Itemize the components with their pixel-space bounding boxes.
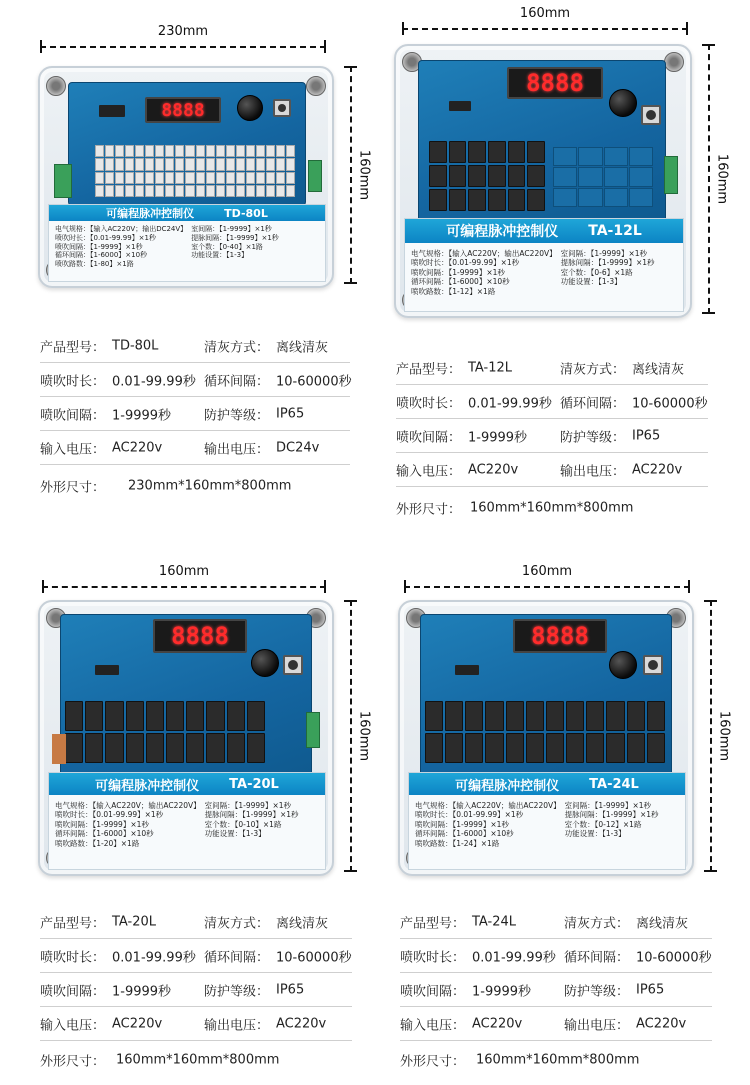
circuit-board	[68, 82, 306, 206]
label-banner	[409, 773, 685, 795]
spec-line: 电气规格：【输入AC220V；输出DC24V】	[55, 225, 188, 233]
spec-key: 清灰方式：	[204, 916, 270, 932]
label-specs	[415, 801, 681, 848]
spec-line: 室个数：【0-12】×1路	[564, 819, 642, 829]
spec-key: 产品型号：	[396, 362, 462, 378]
spec-line: 喷吹路数：【1-80】×1路	[55, 260, 134, 268]
spec-value: 160mm*160mm*800mm	[476, 1052, 640, 1068]
label-specs	[411, 249, 679, 296]
spec-line: 功能设置：【1-3】	[204, 829, 266, 839]
spec-value: 230mm*160mm*800mm	[128, 478, 292, 494]
spec-value: 0.01-99.99秒	[112, 950, 196, 966]
spec-key: 防护等级：	[204, 408, 270, 424]
enclosure	[38, 66, 334, 288]
spec-line: 提脉间隔：【1-9999】×1秒	[560, 258, 655, 268]
spec-value: 10-60000秒	[632, 396, 708, 412]
table-row	[40, 974, 352, 1007]
spec-value: TD-80L	[112, 338, 159, 354]
table-row	[40, 364, 350, 397]
spec-line: 循环间隔：【1-6000】×10秒	[55, 251, 148, 260]
signal-terminal	[308, 160, 322, 192]
spec-key: 喷吹间隔：	[400, 984, 466, 1000]
spec-key: 输出电压：	[560, 464, 626, 480]
spec-value: DC24v	[276, 440, 320, 456]
spec-value: AC220v	[276, 1016, 327, 1032]
spec-value: IP65	[636, 982, 665, 998]
spec-value: 10-60000秒	[276, 374, 352, 390]
spec-value: 离线清灰	[276, 340, 329, 356]
circuit-board	[418, 60, 666, 222]
table-row	[40, 330, 350, 363]
banner-title: 可编程脉冲控制仪	[95, 778, 200, 794]
spec-value: 0.01-99.99秒	[472, 950, 556, 966]
product-label	[48, 204, 326, 282]
spec-line: 室个数：【0-10】×1路	[204, 819, 282, 829]
power-terminal	[54, 164, 72, 198]
table-row	[396, 454, 708, 487]
width-dimension	[404, 564, 690, 594]
spec-value: AC220v	[632, 462, 683, 478]
led-display	[153, 619, 247, 653]
spec-key: 循环间隔：	[560, 396, 626, 412]
spec-line: 循环间隔：【1-6000】×10秒	[415, 829, 514, 839]
label-banner	[49, 773, 325, 795]
spec-line: 功能设置：【1-3】	[564, 829, 626, 839]
height-label: 160mm	[716, 710, 732, 762]
spec-line: 室间隔：【1-9999】×1秒	[191, 225, 272, 233]
spec-value: AC220v	[112, 440, 163, 456]
led-display	[513, 619, 607, 653]
label-banner	[49, 205, 325, 221]
banner-model: TD-80L	[224, 206, 268, 220]
spec-key: 清灰方式：	[204, 340, 270, 356]
spec-line: 喷吹时长：【0.01-99.99】×1秒	[411, 258, 520, 268]
set-button[interactable]	[283, 655, 303, 675]
banner-model: TA-12L	[588, 223, 642, 239]
spec-key: 输出电压：	[204, 1018, 270, 1034]
table-row	[400, 974, 712, 1007]
enclosure	[394, 44, 692, 318]
spec-key: 产品型号：	[400, 916, 466, 932]
set-button[interactable]	[273, 99, 291, 117]
label-specs	[55, 801, 321, 848]
spec-key: 喷吹时长：	[400, 950, 466, 966]
spec-value: 1-9999秒	[468, 430, 528, 446]
spec-line: 喷吹路数：【1-12】×1路	[411, 286, 496, 296]
product-label	[404, 218, 684, 312]
enclosure	[38, 600, 334, 876]
table-row	[396, 420, 708, 453]
spec-value: IP65	[276, 982, 305, 998]
banner-model: TA-20L	[229, 776, 279, 792]
enclosure	[398, 600, 694, 876]
led-display	[145, 97, 221, 123]
table-row	[400, 940, 712, 973]
spec-key: 喷吹时长：	[40, 374, 106, 390]
banner-title: 可编程脉冲控制仪	[455, 778, 560, 794]
spec-line: 电气规格：【输入AC220V；输出AC220V】	[411, 249, 557, 258]
spec-line: 室间隔：【1-9999】×1秒	[560, 249, 647, 258]
spec-value: 离线清灰	[636, 916, 689, 932]
spec-value: TA-24L	[472, 914, 517, 930]
table-row	[40, 940, 352, 973]
table-row	[40, 1008, 352, 1041]
table-row	[400, 1008, 712, 1041]
spec-key: 清灰方式：	[560, 362, 626, 378]
spec-key: 喷吹时长：	[40, 950, 106, 966]
ic-chip	[99, 105, 125, 117]
spec-value: 10-60000秒	[636, 950, 712, 966]
screw-icon	[664, 52, 684, 72]
spec-value: 1-9999秒	[472, 984, 532, 1000]
fuse-block	[553, 147, 653, 207]
spec-line: 提脉间隔：【1-9999】×1秒	[191, 233, 279, 242]
spec-key: 喷吹间隔：	[40, 984, 106, 1000]
spec-line: 喷吹路数：【1-24】×1路	[415, 838, 500, 848]
relay-bank	[425, 701, 665, 763]
width-dimension	[40, 24, 326, 54]
height-label: 160mm	[714, 153, 730, 205]
width-dimension	[42, 564, 326, 594]
spec-key: 外形尺寸：	[400, 1054, 466, 1070]
spec-line: 喷吹路数：【1-20】×1路	[55, 838, 140, 848]
table-row	[396, 492, 708, 524]
spec-key: 喷吹间隔：	[396, 430, 462, 446]
spec-key: 防护等级：	[204, 984, 270, 1000]
display-digits: 8888	[171, 622, 229, 650]
spec-value: 1-9999秒	[112, 984, 172, 1000]
rotary-knob[interactable]	[609, 89, 637, 117]
table-row	[40, 470, 350, 502]
spec-line: 喷吹间隔：【1-9999】×1秒	[415, 819, 509, 829]
table-row	[400, 906, 712, 939]
width-dimension	[402, 6, 688, 36]
spec-value: AC220v	[112, 1016, 163, 1032]
spec-line: 功能设置：【1-3】	[560, 277, 622, 287]
width-label: 160mm	[519, 6, 571, 21]
spec-line: 室间隔：【1-9999】×1秒	[564, 801, 651, 810]
width-label: 160mm	[158, 564, 210, 579]
height-dimension	[698, 44, 730, 314]
spec-value: IP65	[632, 428, 661, 444]
spec-key: 输入电压：	[40, 1018, 106, 1034]
set-button[interactable]	[641, 105, 661, 125]
spec-key: 喷吹间隔：	[40, 408, 106, 424]
spec-value: 160mm*160mm*800mm	[470, 500, 634, 516]
spec-value: TA-20L	[112, 914, 157, 930]
spec-line: 电气规格：【输入AC220V；输出AC220V】	[55, 801, 201, 810]
spec-value: AC220v	[468, 462, 519, 478]
spec-key: 输出电压：	[564, 1018, 630, 1034]
rotary-knob[interactable]	[237, 95, 263, 121]
spec-line: 室个数：【0-40】×1路	[191, 242, 263, 251]
spec-key: 循环间隔：	[564, 950, 630, 966]
screw-icon	[306, 76, 326, 96]
spec-value: 160mm*160mm*800mm	[116, 1052, 280, 1068]
spec-key: 循环间隔：	[204, 374, 270, 390]
display-digits: 8888	[531, 622, 589, 650]
spec-value: 离线清灰	[632, 362, 685, 378]
spec-key: 外形尺寸：	[40, 480, 106, 496]
spec-value: AC220v	[472, 1016, 523, 1032]
rotary-knob[interactable]	[609, 651, 637, 679]
led-display	[507, 67, 603, 99]
spec-key: 防护等级：	[560, 430, 626, 446]
spec-key: 产品型号：	[40, 340, 106, 356]
spec-line: 喷吹间隔：【1-9999】×1秒	[55, 819, 149, 829]
output-terminal-strip	[95, 145, 295, 197]
spec-value: IP65	[276, 406, 305, 422]
table-row	[40, 432, 350, 465]
spec-line: 喷吹时长：【0.01-99.99】×1秒	[415, 810, 524, 820]
spec-key: 喷吹时长：	[396, 396, 462, 412]
spec-line: 喷吹时长：【0.01-99.99】×1秒	[55, 810, 164, 820]
ic-chip	[449, 101, 471, 111]
spec-line: 室个数：【0-6】×1路	[560, 267, 633, 277]
spec-key: 输出电压：	[204, 442, 270, 458]
spec-value: 离线清灰	[276, 916, 329, 932]
width-label: 230mm	[157, 24, 209, 39]
ic-chip	[95, 665, 119, 675]
spec-line: 循环间隔：【1-6000】×10秒	[55, 829, 154, 839]
spec-key: 输入电压：	[40, 442, 106, 458]
display-digits: 8888	[161, 99, 205, 121]
rotary-knob[interactable]	[251, 649, 279, 677]
banner-model: TA-24L	[589, 776, 639, 792]
relay-bank	[65, 701, 265, 763]
signal-terminal	[664, 156, 678, 194]
height-dimension	[340, 66, 372, 284]
spec-key: 输入电压：	[396, 464, 462, 480]
spec-line: 喷吹时长：【0.01-99.99】×1秒	[55, 233, 156, 242]
spec-line: 喷吹间隔：【1-9999】×1秒	[411, 267, 505, 277]
height-dimension	[340, 600, 372, 872]
set-button[interactable]	[643, 655, 663, 675]
spec-key: 防护等级：	[564, 984, 630, 1000]
spec-line: 功能设置：【1-3】	[191, 251, 249, 260]
label-banner	[405, 219, 683, 243]
spec-value: TA-12L	[468, 360, 513, 376]
product-label	[48, 772, 326, 870]
label-specs	[55, 225, 321, 269]
height-label: 160mm	[356, 149, 372, 201]
spec-line: 室间隔：【1-9999】×1秒	[204, 801, 291, 810]
spec-key: 输入电压：	[400, 1018, 466, 1034]
banner-title: 可编程脉冲控制仪	[446, 224, 559, 240]
spec-value: 1-9999秒	[112, 408, 172, 424]
signal-terminal	[306, 712, 320, 748]
power-terminal	[52, 734, 66, 764]
spec-line: 循环间隔：【1-6000】×10秒	[411, 277, 510, 287]
spec-value: AC220v	[636, 1016, 687, 1032]
product-label	[408, 772, 686, 870]
spec-line: 提脉间隔：【1-9999】×1秒	[564, 810, 659, 820]
table-row	[40, 398, 350, 431]
circuit-board	[420, 614, 672, 776]
table-row	[396, 386, 708, 419]
width-label: 160mm	[521, 564, 573, 579]
ic-chip	[455, 665, 479, 675]
spec-key: 外形尺寸：	[396, 502, 462, 518]
spec-key: 循环间隔：	[204, 950, 270, 966]
spec-value: 0.01-99.99秒	[112, 374, 196, 390]
spec-line: 电气规格：【输入AC220V；输出AC220V】	[415, 801, 561, 810]
spec-key: 产品型号：	[40, 916, 106, 932]
spec-value: 0.01-99.99秒	[468, 396, 552, 412]
display-digits: 8888	[526, 69, 584, 97]
relay-bank	[429, 141, 545, 211]
spec-line: 提脉间隔：【1-9999】×1秒	[204, 810, 299, 820]
spec-key: 外形尺寸：	[40, 1054, 106, 1070]
table-row	[400, 1044, 712, 1076]
table-row	[396, 352, 708, 385]
spec-value: 10-60000秒	[276, 950, 352, 966]
height-label: 160mm	[356, 710, 372, 762]
height-dimension	[700, 600, 732, 872]
circuit-board	[60, 614, 312, 776]
spec-line: 喷吹间隔：【1-9999】×1秒	[55, 242, 143, 251]
table-row	[40, 1044, 352, 1076]
screw-icon	[46, 76, 66, 96]
banner-title: 可编程脉冲控制仪	[106, 207, 195, 220]
spec-key: 清灰方式：	[564, 916, 630, 932]
table-row	[40, 906, 352, 939]
